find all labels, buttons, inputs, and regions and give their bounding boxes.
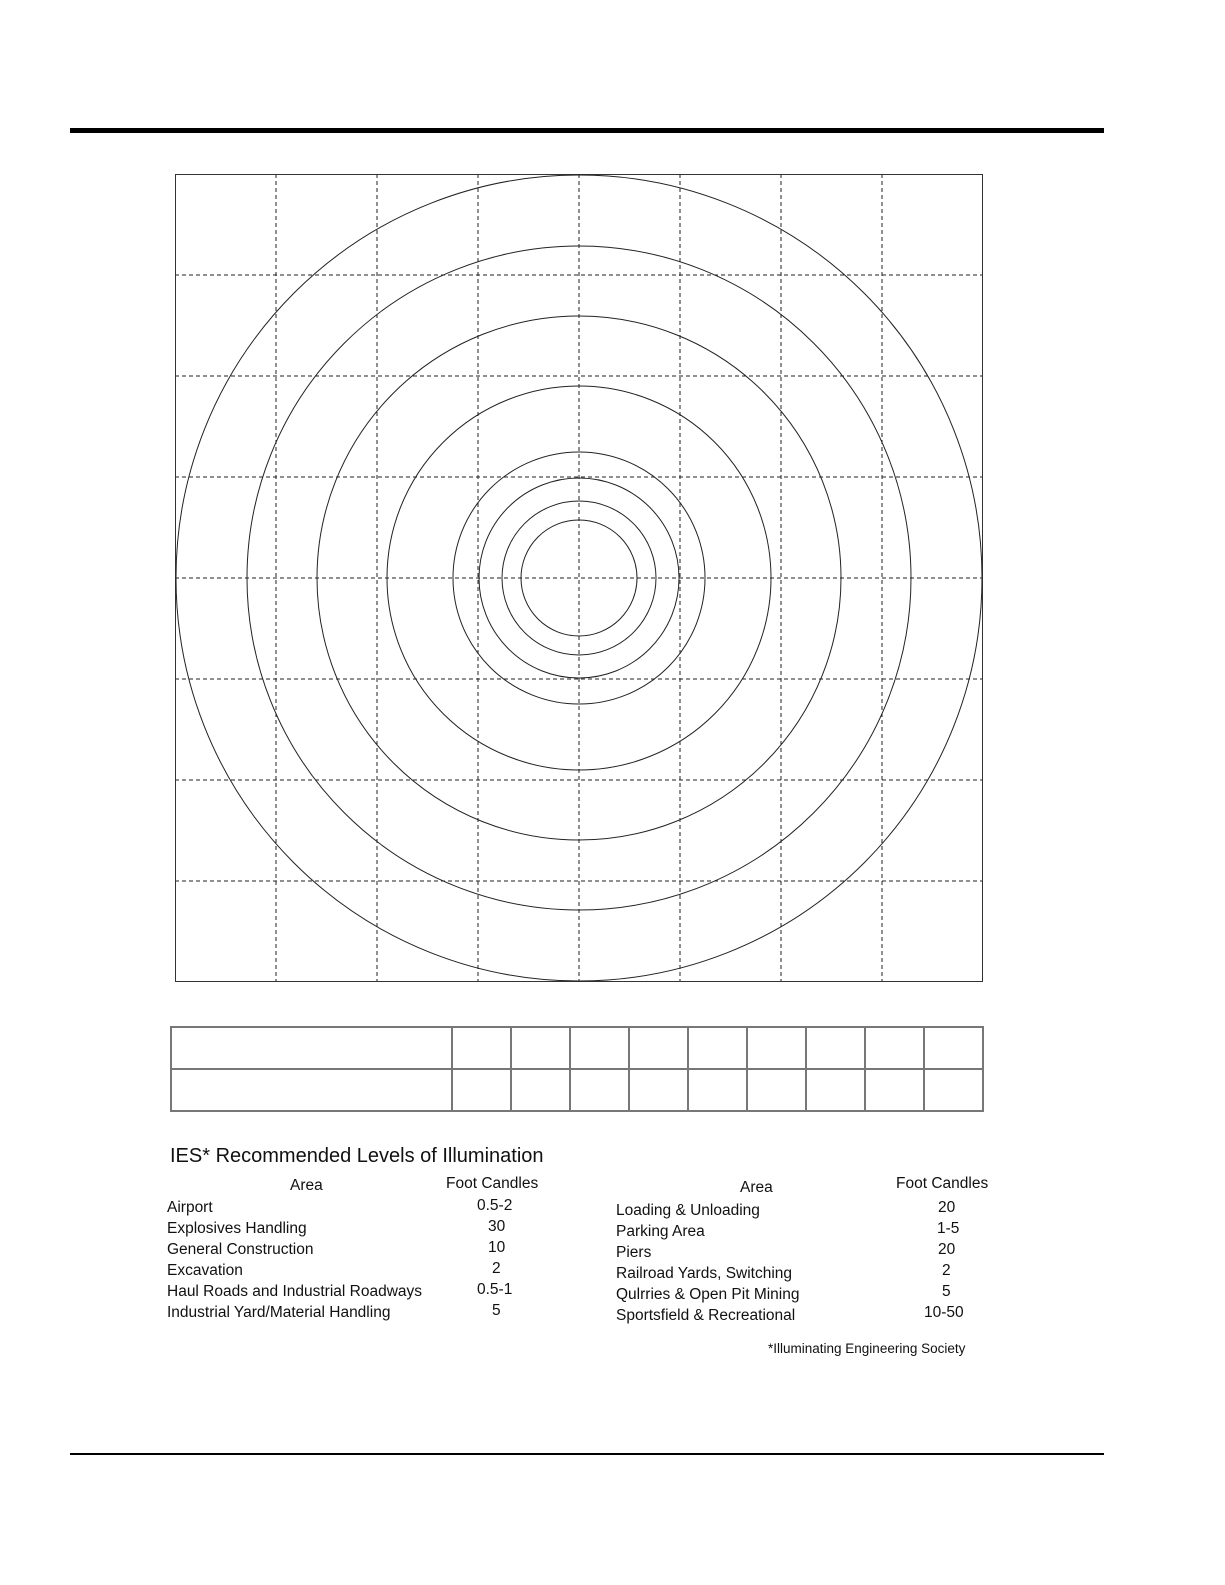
- left-fc-header: Foot Candles: [446, 1175, 539, 1192]
- right-fc: 20: [938, 1199, 956, 1216]
- blank-entry-table: [170, 1026, 984, 1112]
- entry-label-cell[interactable]: [171, 1069, 452, 1111]
- entry-cell[interactable]: [570, 1027, 629, 1069]
- right-fc: 20: [938, 1241, 956, 1258]
- entry-cell[interactable]: [688, 1069, 747, 1111]
- entry-cell[interactable]: [629, 1027, 688, 1069]
- entry-cell[interactable]: [924, 1027, 983, 1069]
- right-area: Sportsfield & Recreational: [616, 1307, 796, 1324]
- right-fc: 1-5: [937, 1220, 960, 1237]
- entry-cell[interactable]: [511, 1027, 570, 1069]
- entry-cell[interactable]: [688, 1027, 747, 1069]
- entry-cell[interactable]: [806, 1069, 865, 1111]
- bottom-rule: [70, 1453, 1104, 1455]
- entry-cell[interactable]: [452, 1069, 511, 1111]
- left-fc: 30: [488, 1218, 506, 1235]
- left-fc: 2: [492, 1260, 501, 1277]
- right-fc: 10-50: [924, 1304, 964, 1321]
- right-area: Loading & Unloading: [616, 1202, 760, 1219]
- left-column: [167, 1177, 567, 1327]
- left-fc: 10: [488, 1239, 506, 1256]
- left-area: Excavation: [167, 1262, 243, 1279]
- illumination-grid: [175, 174, 983, 982]
- right-fc: 5: [942, 1283, 951, 1300]
- entry-cell[interactable]: [629, 1069, 688, 1111]
- left-area: General Construction: [167, 1241, 314, 1258]
- footnote: *Illuminating Engineering Society: [768, 1341, 966, 1356]
- left-area: Airport: [167, 1199, 213, 1216]
- entry-cell[interactable]: [570, 1069, 629, 1111]
- right-area: Piers: [616, 1244, 652, 1261]
- entry-label-cell[interactable]: [171, 1027, 452, 1069]
- left-area: Industrial Yard/Material Handling: [167, 1304, 391, 1321]
- left-area: Explosives Handling: [167, 1220, 307, 1237]
- ies-title: IES* Recommended Levels of Illumination: [170, 1145, 544, 1167]
- entry-cell[interactable]: [511, 1069, 570, 1111]
- entry-cell[interactable]: [865, 1027, 924, 1069]
- left-area-header: Area: [290, 1177, 323, 1194]
- left-fc: 0.5-1: [477, 1281, 513, 1298]
- circle-3: [479, 478, 679, 678]
- right-area: Qulrries & Open Pit Mining: [616, 1286, 800, 1303]
- entry-cell[interactable]: [806, 1027, 865, 1069]
- right-area-header: Area: [740, 1179, 773, 1196]
- entry-cell[interactable]: [747, 1069, 806, 1111]
- left-fc: 0.5-2: [477, 1197, 513, 1214]
- right-fc: 2: [942, 1262, 951, 1279]
- right-fc-header: Foot Candles: [896, 1175, 989, 1192]
- left-area: Haul Roads and Industrial Roadways: [167, 1283, 423, 1300]
- entry-cell[interactable]: [865, 1069, 924, 1111]
- entry-cell[interactable]: [747, 1027, 806, 1069]
- right-area: Parking Area: [616, 1223, 705, 1240]
- entry-cell[interactable]: [452, 1027, 511, 1069]
- entry-cell[interactable]: [924, 1069, 983, 1111]
- entry-row: [171, 1069, 983, 1111]
- right-column: [616, 1177, 1016, 1327]
- right-area: Railroad Yards, Switching: [616, 1265, 793, 1282]
- left-fc: 5: [492, 1302, 501, 1319]
- entry-row: [171, 1027, 983, 1069]
- top-rule: [70, 128, 1104, 133]
